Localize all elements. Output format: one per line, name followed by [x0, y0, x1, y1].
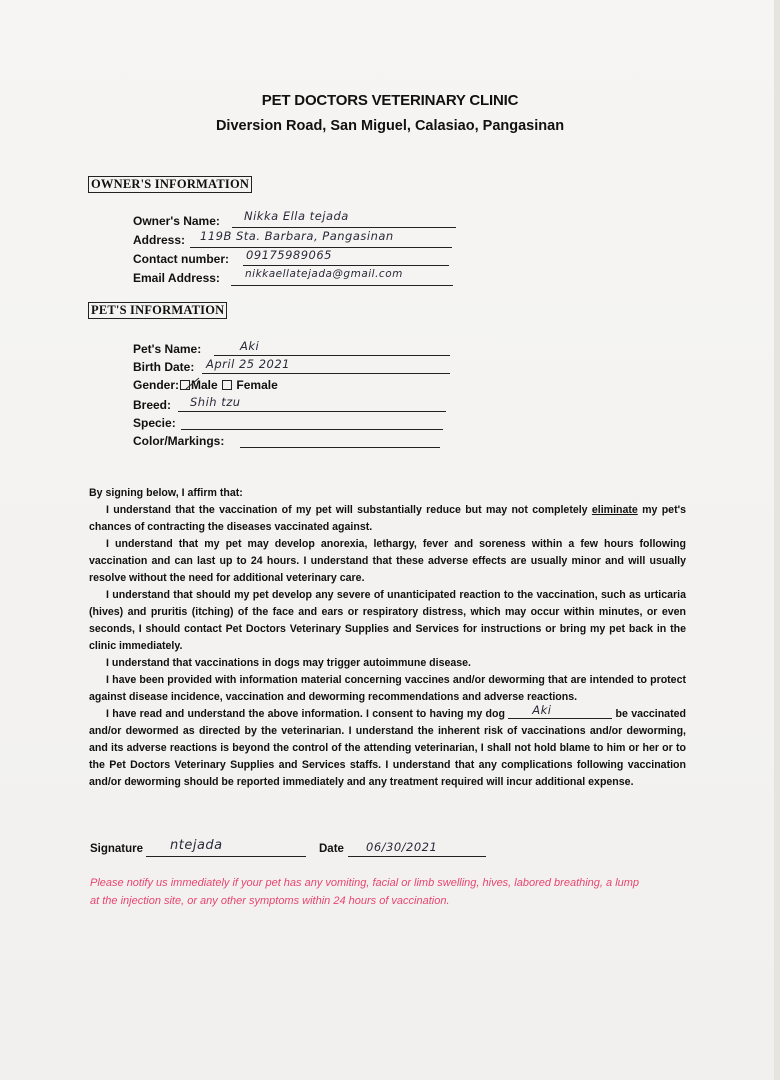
notice-text: Please notify us immediately if your pet has any vomiting, facial or limb swelling, hives, labored breathing, a lump at the injection site, or any other symptoms within 24 hours of vaccination. [90, 877, 640, 907]
breed-value[interactable]: Shih tzu [190, 395, 241, 409]
dog-name-value[interactable]: Aki [532, 703, 552, 717]
pet-name-line [214, 355, 450, 356]
birth-date-value[interactable]: April 25 2021 [206, 357, 290, 371]
gender-female-label: Female [236, 378, 278, 392]
birth-date-line [202, 373, 450, 374]
consent-p1-underlined: eliminate [591, 504, 638, 516]
specie-line[interactable] [181, 429, 443, 430]
contact-line [243, 265, 449, 266]
address-value[interactable]: 119B Sta. Barbara, Pangasinan [200, 229, 394, 243]
male-check-mark-icon [185, 377, 201, 391]
consent-intro: By signing below, I affirm that: [89, 487, 243, 499]
color-line[interactable] [240, 447, 440, 448]
consent-paragraph-1 [89, 502, 686, 536]
consent-p6-text: I have read and understand the above information. I consent to having my dog [106, 708, 505, 720]
pet-section-title: PET'S INFORMATION [88, 302, 227, 319]
page-edge [774, 0, 780, 1080]
gender-female-checkbox[interactable] [222, 380, 232, 390]
consent-text [89, 485, 686, 791]
consent-paragraph-6 [89, 703, 686, 791]
dog-name-line [508, 703, 612, 719]
contact-value[interactable]: 09175989065 [246, 248, 332, 262]
birth-date-label: Birth Date: [133, 360, 195, 374]
breed-label: Breed: [133, 398, 172, 412]
gender-row [133, 378, 278, 392]
date-line [348, 856, 486, 857]
owner-name-label: Owner's Name: [133, 214, 220, 228]
consent-paragraph-4: I understand that vaccinations in dogs may trigger autoimmune disease. [106, 657, 471, 669]
pet-name-label: Pet's Name: [133, 342, 202, 356]
consent-p6-end: be vaccinated and/or dewormed as directed by the veterinarian. I understand the inherent risk of vaccinations and/or deworming, and its adverse reactions is beyond the control of the attending veterinarian, I shall not hold blame to him or her or to the Pet Doctors Veterinary Supplies and Services staffs. I understand that any complications following vaccination and/or deworming should be reported immediately and any treatment required will incur additional expense. [89, 708, 686, 788]
email-line [231, 285, 453, 286]
breed-line [178, 411, 446, 412]
address-label: Address: [133, 233, 186, 247]
email-value[interactable]: nikkaellatejada@gmail.com [245, 268, 403, 280]
consent-paragraph-5: I have been provided with information material concerning vaccines and/or deworming that are intended to protect against disease incidence, vaccination and deworming recommendations and adverse reactions. [89, 674, 686, 703]
owner-section-title: OWNER'S INFORMATION [88, 176, 252, 193]
color-label: Color/Markings: [133, 434, 225, 448]
consent-paragraph-3: I understand that should my pet develop any severe of unanticipated reaction to the vaccination, such as urticaria (hives) and pruritis (itching) of the face and ears or respiratory distress, which may occur within minutes, or even seconds, I should contact Pet Doctors Veterinary Supplies and Services for instructions or bring my pet back in the clinic immediately. [89, 589, 686, 652]
signature-value[interactable]: ntejada [170, 838, 223, 853]
owner-name-value[interactable]: Nikka Ella tejada [244, 209, 349, 223]
consent-p1-text: I understand that the vaccination of my pet will substantially reduce but may not completely [106, 504, 592, 516]
gender-label: Gender: [133, 378, 180, 392]
clinic-name: PET DOCTORS VETERINARY CLINIC [261, 92, 519, 109]
owner-name-line [232, 227, 456, 228]
gender-male-label: Male [191, 378, 218, 392]
consent-paragraph-2: I understand that my pet may develop anorexia, lethargy, fever and soreness within a few hours following vaccination and can last up to 24 hours. I understand that these adverse effects are usually minor and will usually resolve without the need for additional veterinary care. [89, 538, 686, 584]
consent-p1-end: my pet's chances of contracting the diseases vaccinated against. [89, 504, 687, 533]
date-value[interactable]: 06/30/2021 [366, 840, 438, 854]
signature-label: Signature [90, 843, 144, 855]
email-label: Email Address: [133, 271, 220, 285]
specie-label: Specie: [133, 416, 176, 430]
date-label: Date [319, 843, 344, 855]
clinic-address: Diversion Road, San Miguel, Calasiao, Pangasinan [215, 118, 565, 134]
pet-name-value[interactable]: Aki [240, 339, 260, 353]
contact-label: Contact number: [133, 252, 229, 266]
signature-line [146, 856, 306, 857]
